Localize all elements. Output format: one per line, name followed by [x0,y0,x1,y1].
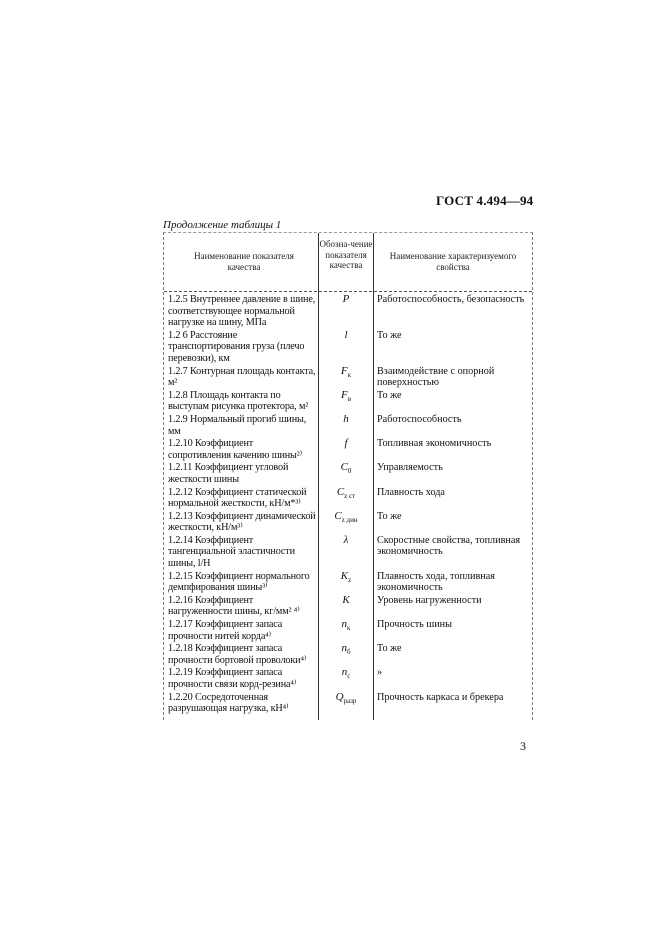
table-row [164,462,532,486]
table-row [164,390,532,414]
symbol-main: Q [335,690,344,703]
symbol-main: n [341,642,347,655]
characterized-property: То же [377,643,402,655]
characterized-property: То же [377,510,402,522]
table-row [164,667,532,691]
indicator-symbol [319,643,373,666]
table-body [164,292,532,716]
symbol-subscript: с [347,672,351,681]
indicator-name: 1.2.16 Коэффициент нагруженности шины, кг/мм² ⁴⁾ [168,594,300,618]
table-row [164,511,532,535]
indicator-name: 1.2.13 Коэффициент динамической жесткости, кН/м³⁾ [168,510,316,534]
symbol-main: F [340,364,348,377]
indicator-symbol [319,571,373,594]
indicator-name: 1.2.8 Площадь контакта по выступам рисунка протектора, м² [168,389,309,413]
indicator-symbol [319,366,373,389]
table-row [164,366,532,390]
symbol-main: λ [343,533,349,546]
indicator-symbol [319,438,373,461]
table-row [164,571,532,595]
indicator-name: 1.2.17 Коэффициент запаса прочности нитей корда⁴⁾ [168,619,283,642]
table-row [164,294,532,330]
table-row [164,414,532,438]
characterized-property: Работоспособность [377,413,462,425]
table-row [164,619,532,643]
symbol-main: K [340,569,349,582]
indicator-name: 1.2.15 Коэффициент нормального демпфирования шины³⁾ [168,570,310,594]
characterized-property: То же [377,389,402,401]
symbol-main: C [340,461,348,474]
table-caption: Продолжение таблицы 1 [163,219,282,231]
table-row [164,487,532,511]
indicator-name: 1.2 6 Расстояние транспортирования груза (плечо перевозки), км [168,329,305,364]
indicator-symbol [319,619,373,642]
header-property: Наименование характеризуемого свойства [389,251,517,272]
symbol-subscript: в [347,394,352,403]
symbol-subscript: z ст [344,491,356,500]
characterized-property: Управляемость [377,462,443,474]
indicator-symbol [319,414,373,437]
header-symbol: Обозна-чение показателя качества [319,239,373,270]
symbol-subscript: к [347,624,351,633]
table-row [164,643,532,667]
header-indicator-name: Наименование показателя качества [194,251,294,272]
table-header [164,233,532,292]
characterized-property: Скоростные свойства, топливная экономичность [377,534,521,558]
symbol-subscript: 0 [347,467,352,476]
indicator-name: 1.2.12 Коэффициент статической нормальной жесткости, кН/м*³⁾ [168,486,307,510]
symbol-subscript: z [348,575,352,584]
indicator-name: 1.2.7 Контурная площадь контакта, м² [168,365,316,389]
indicator-symbol [319,535,373,570]
characterized-property: Плавность хода [377,486,445,498]
indicator-symbol [319,487,373,510]
characterized-property: Уровень нагруженности [377,594,482,606]
symbol-subscript: разр [343,696,357,705]
indicator-name: 1.2.11 Коэффициент угловой жесткости шины [168,462,289,485]
characterized-property: Взаимодействие с опорной поверхностью [377,365,495,389]
characterized-property: Плавность хода, топливная экономичность [377,570,495,594]
indicator-name: 1.2.5 Внутреннее давление в шине, соответствующее нормальной нагрузке на шину, МПа [168,294,316,329]
characterized-property: Топливная экономичность [377,438,492,450]
table-row [164,595,532,619]
symbol-subscript: б [346,648,351,657]
symbol-subscript: к [347,370,352,379]
indicator-name: 1.2.19 Коэффициент запаса прочности связи корд-резина⁴⁾ [168,667,297,690]
indicator-symbol [319,595,373,618]
indicator-name: 1.2.18 Коэффициент запаса прочности бортовой проволоки⁴⁾ [168,643,307,666]
characterized-property: » [377,667,383,679]
symbol-main: P [342,293,350,305]
symbol-main: n [341,666,348,679]
characterized-property: Работоспособность, безопасность [377,294,525,305]
characterized-property: Прочность каркаса и брекера [377,691,504,703]
indicator-name: 1.2.10 Коэффициент сопротивления качению шины²⁾ [168,438,303,461]
table-row [164,438,532,462]
indicator-name: 1.2.20 Сосредоточенная разрушающая нагрузка, кН⁴⁾ [168,691,289,715]
indicator-symbol [319,692,373,715]
symbol-main: f [344,437,348,450]
document-code: ГОСТ 4.494—94 [436,193,534,208]
quality-indicators-table [163,232,533,720]
symbol-main: l [344,328,348,341]
indicator-symbol [319,330,373,365]
indicator-symbol [319,667,373,690]
table-row [164,330,532,366]
symbol-main: C [336,485,345,498]
symbol-main: n [341,618,348,631]
symbol-main: h [343,412,349,425]
page-number: 3 [520,739,526,753]
indicator-symbol [319,511,373,534]
indicator-name: 1.2.9 Нормальный прогиб шины, мм [168,413,307,437]
table-row [164,692,532,716]
indicator-symbol [319,390,373,413]
characterized-property: То же [377,329,402,341]
table-row [164,535,532,571]
indicator-name: 1.2.14 Коэффициент тангенциальной эластичности шины, l/Н [168,534,295,570]
symbol-subscript: z дин [341,515,358,524]
characterized-property: Прочность шины [377,619,452,631]
symbol-main: F [340,388,348,401]
indicator-symbol [319,294,373,329]
indicator-symbol [319,462,373,485]
symbol-main: C [334,509,342,522]
symbol-main: K [342,593,350,606]
